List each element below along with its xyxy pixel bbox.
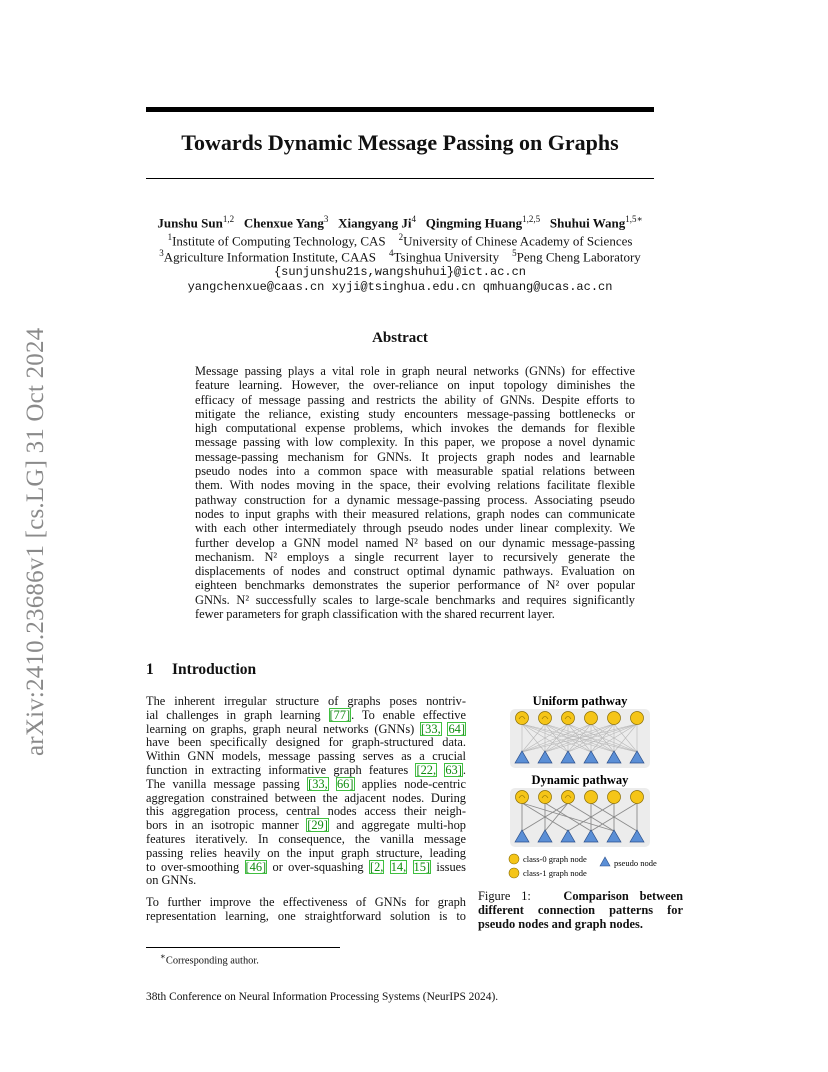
section-title: Introduction [172,661,257,678]
citation-link[interactable]: [77] [329,707,351,722]
text-line: bors in an isotropic manner [29] and aggregate multi-hop [146,818,466,833]
paper-title: Towards Dynamic Message Passing on Graphs [181,130,619,155]
abstract-line: pseudo nodes into a common space with measurable spatial relations between [195,464,635,479]
graph-node [585,712,598,725]
section-number: 1 [146,661,154,678]
graph-node [562,712,575,725]
author-name: Shuhui Wang [549,215,626,231]
abstract-body [195,364,635,621]
abstract-line: mitigate the reliance, existing study encounters message-passing bottlenecks or [195,406,635,421]
email-line-1: {sunjunshu21s,wangshuhui}@ict.ac.cn [273,265,527,279]
text-line: learning on graphs, graph neural networks (GNNs) [33, 64] [146,721,465,736]
graph-node [608,712,621,725]
abstract-line: Message passing plays a vital role in graph neural networks (GNNs) for effective [195,364,635,378]
footnote [160,951,259,966]
graph-node [631,712,644,725]
text-line: function in extracting informative graph features [22, 63]. [146,762,466,777]
author-affiliation-mark: 1,2,5 [522,214,541,224]
title-bottom-rule [146,178,654,179]
abstract-line: message passing with low complexity. In this paper, we propose a novel dynamic [195,435,635,450]
figure-caption [478,889,683,931]
affiliation: Agriculture Information Institute, CAAS [163,249,376,265]
dynamic-panel [510,788,650,847]
affiliation: Tsinghua University [393,249,500,265]
email-line-2: yangchenxue@caas.cn xyji@tsinghua.edu.cn qmhuang@ucas.ac.cn [187,280,613,294]
citation-link[interactable]: [2, [369,859,384,874]
affiliations-line-2 [146,248,654,265]
text-line: to over-smoothing [46] or over-squashing [2, 14, 15] issues [146,859,466,874]
abstract-line: further develop a GNN model named N² based on our dynamic message-passing [195,535,635,550]
text-line: passing relies heavily on the input graph structure, leading [146,845,466,860]
footnote-mark: ∗ [160,951,166,961]
abstract-line: with each other intermediately through pseudo nodes under linear complexity. We [195,521,635,536]
citation-link[interactable]: [33, [421,721,441,736]
legend-class1: class-1 graph node [523,868,587,878]
graph-node [539,791,552,804]
text-line: To further improve the effectiveness of GNNs for graph [146,895,466,910]
text-line: The vanilla message passing [33, 66] applies node-centric [146,776,466,791]
abstract-line: GNNs. N² successfully scales to large-scale benchmarks and requires significantly [195,592,635,607]
graph-node [585,791,598,804]
citation-link[interactable]: 66] [336,776,354,791]
venue-note: 38th Conference on Neural Information Processing Systems (NeurIPS 2024). [146,991,499,1003]
author-list [146,214,654,231]
arxiv-stamp: arXiv:2410.23686v1 [cs.LG] 31 Oct 2024 [22,327,49,756]
citation-link[interactable]: 14, [390,859,407,874]
abstract-line: displacements of nodes and construct optimal dynamic pathways. Evaluation on [195,564,635,579]
paragraph [146,695,466,888]
citation-link[interactable]: 63] [445,762,462,777]
abstract-line: efficacy of message passing and restricts the ability of GNNs. Despite efforts to [195,392,635,407]
affiliations-line-1 [146,232,654,249]
affiliation: Institute of Computing Technology, CAS [172,233,386,249]
aff-sup: 5 [512,248,517,258]
text-line: ial challenges in graph learning [77]. To enable effective [146,707,466,722]
abstract-line: them. With nodes moving in the space, their evolving relations facilitate flexible [195,478,635,493]
author-affiliation-mark: 4 [411,214,416,224]
legend-class0: class-0 graph node [523,854,587,864]
author-name: Junshu Sun [157,215,223,231]
section-heading [146,661,256,679]
legend-class1-icon [509,868,519,878]
graph-node [539,712,552,725]
legend-class0-icon [509,854,519,864]
footnote-rule [146,947,340,948]
author-name: Qingming Huang [425,215,523,231]
text-line: The inherent irregular structure of graphs poses nontriv- [146,694,466,708]
figure-top-title: Uniform pathway [532,694,628,708]
text-line: representation learning, one straightforward solution is to [146,908,466,923]
footnote-text: Corresponding author. [165,955,259,967]
caption-label: Figure 1: [478,889,531,903]
abstract-line: fewer parameters for graph classification with the shared recurrent layer. [195,607,555,622]
aff-sup: 2 [398,232,404,242]
affiliation: University of Chinese Academy of Sciences [403,233,633,249]
intro-text [146,695,466,932]
graph-node [516,791,529,804]
citation-link[interactable]: [46] [245,859,267,874]
text-line: features iteratively. In consequence, the vanilla message [146,831,466,846]
paragraph [146,896,466,924]
abstract-line: nodes to input graphs with their measured relations, graph nodes can communicate [195,506,635,521]
aff-sup: 4 [389,248,394,258]
author-affiliation-mark: 1,2 [222,214,235,224]
legend-pseudo: pseudo node [614,858,657,868]
text-line: have been specifically designed for graph-structured data. [146,735,466,750]
author-affiliation-mark: 1,5∗ [625,214,643,224]
text-line: on GNNs. [146,873,197,888]
citation-link[interactable]: [33, [308,776,328,791]
aff-sup: 1 [167,232,173,242]
abstract-line: mechanism. N² employs a single recurrent layer to recursively generate the [195,549,635,564]
abstract-line: eighteen benchmarks demonstrates the superior performance of N² over popular [195,578,635,593]
affiliation: Peng Cheng Laboratory [516,249,641,265]
citation-link[interactable]: [29] [307,818,328,833]
text-line: aggregation constrained between the adjacent nodes. During [146,790,466,805]
graph-node [631,791,644,804]
graph-node [608,791,621,804]
abstract-line: high computational expense problems, which invokes the demands for flexible [195,421,635,436]
figure-1-diagram [480,692,680,882]
citation-link[interactable]: 15] [413,859,431,874]
graph-node [516,712,529,725]
figure-bottom-title: Dynamic pathway [531,773,629,787]
citation-link[interactable]: 64] [448,721,465,736]
author-name: Chenxue Yang [243,215,324,231]
aff-sup: 3 [159,248,164,258]
text-line: Within GNN models, message passing serves as a crucial [146,749,466,764]
citation-link[interactable]: [22, [416,762,437,777]
abstract-line: message-passing mechanism for GNNs. It projects graph nodes and learnable [195,449,635,464]
abstract-line: feature learning. However, the over-reliance on input topology diminishes the [195,378,635,393]
graph-node [562,791,575,804]
text-line: this aggregation process, central nodes access their neigh- [146,804,466,819]
abstract-heading: Abstract [372,330,428,346]
abstract-line: pathway construction for a dynamic message-passing process. Associating pseudo [195,492,635,507]
legend-pseudo-icon [600,857,610,866]
author-affiliation-mark: 3 [323,214,329,224]
title-top-rule [146,107,654,112]
caption-text: Comparison between different connection patterns for pseudo nodes and graph nodes. [478,889,683,931]
author-name: Xiangyang Ji [338,215,412,231]
